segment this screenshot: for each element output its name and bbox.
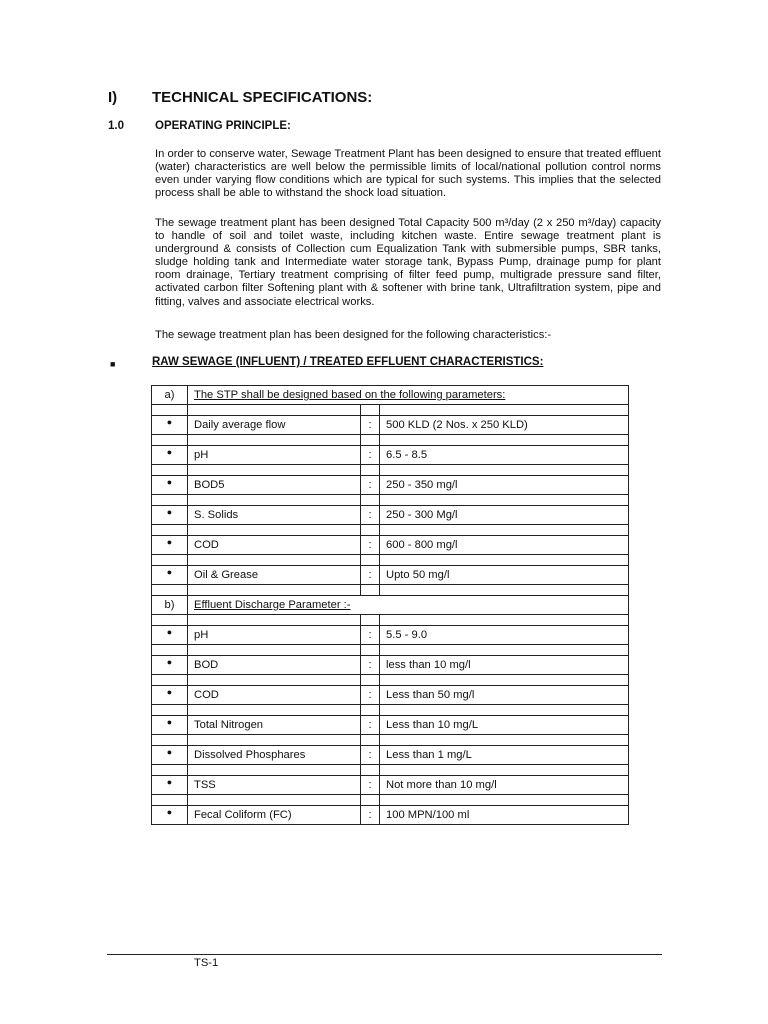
param-name: COD xyxy=(188,536,361,555)
param-name: Dissolved Phosphares xyxy=(188,746,361,765)
paragraph-capacity: The sewage treatment plant has been designed Total Capacity 500 m³/day (2 x 250 m³/day) capacity to handle of soil and toilet waste, including kitchen waste. Entire sewage treatment plant is underground & consists of Collection cum Equalization Tank with submersible pumps, SBR tanks, sludge holding tank and Intermediate water storage tank, Bypass Pump, drainage pump for plant room drainage, Tertiary treatment comprising of filter feed pump, multigrade pressure sand filter, activated carbon filter Softening plant with & softener with brine tank, Ultrafiltration system, pipe and fitting, valves and associate electrical works. xyxy=(155,217,661,308)
section-b-header-row xyxy=(152,596,629,615)
param-value: 250 - 300 Mg/l xyxy=(380,506,629,525)
bullet-icon: ● xyxy=(166,747,173,757)
param-name: BOD xyxy=(188,656,361,675)
param-name: pH xyxy=(188,626,361,645)
page-number: TS-1 xyxy=(194,957,219,969)
separator: : xyxy=(361,776,380,795)
separator: : xyxy=(361,656,380,675)
bullet-icon: ● xyxy=(166,567,173,577)
separator: : xyxy=(361,686,380,705)
footer-rule xyxy=(107,954,662,955)
table-row xyxy=(152,536,629,555)
table-row xyxy=(152,446,629,465)
separator: : xyxy=(361,476,380,495)
table-row xyxy=(152,506,629,525)
parameters-table xyxy=(151,385,629,825)
paragraph-characteristics: The sewage treatment plan has been designed for the following characteristics:- xyxy=(155,329,552,341)
subsection-number: 1.0 xyxy=(108,120,124,132)
bullet-icon: ● xyxy=(166,657,173,667)
separator: : xyxy=(361,566,380,585)
param-value: Less than 50 mg/l xyxy=(380,686,629,705)
separator: : xyxy=(361,716,380,735)
paragraph-intro: In order to conserve water, Sewage Treatment Plant has been designed to ensure that treated effluent (water) characteristics are well below the permissible limits of local/national pollution control norms even under varying flow conditions which are typical for such systems. This implies that the selected process shall be able to withstand the shock load situation. xyxy=(155,148,661,200)
table-row xyxy=(152,776,629,795)
table-row xyxy=(152,566,629,585)
param-name: COD xyxy=(188,686,361,705)
table-row xyxy=(152,656,629,675)
bullet-icon: ● xyxy=(166,447,173,457)
bullet-icon: ● xyxy=(166,687,173,697)
separator: : xyxy=(361,446,380,465)
subsection-title: OPERATING PRINCIPLE: xyxy=(155,120,291,132)
table-row xyxy=(152,476,629,495)
section-b-title: Effluent Discharge Parameter :- xyxy=(188,596,629,615)
param-value: 6.5 - 8.5 xyxy=(380,446,629,465)
separator: : xyxy=(361,626,380,645)
param-name: Fecal Coliform (FC) xyxy=(188,806,361,825)
section-a-title: The STP shall be designed based on the following parameters: xyxy=(188,386,629,405)
separator: : xyxy=(361,506,380,525)
param-value: Not more than 10 mg/l xyxy=(380,776,629,795)
characteristics-heading: RAW SEWAGE (INFLUENT) / TREATED EFFLUENT CHARACTERISTICS: xyxy=(152,356,544,368)
param-value: 250 - 350 mg/l xyxy=(380,476,629,495)
bullet-icon: ● xyxy=(166,417,173,427)
table-row xyxy=(152,806,629,825)
section-title: TECHNICAL SPECIFICATIONS: xyxy=(152,89,373,106)
param-value: Upto 50 mg/l xyxy=(380,566,629,585)
param-value: 500 KLD (2 Nos. x 250 KLD) xyxy=(380,416,629,435)
param-name: Total Nitrogen xyxy=(188,716,361,735)
param-value: less than 10 mg/l xyxy=(380,656,629,675)
bullet-icon: ● xyxy=(166,537,173,547)
square-bullet-icon: ■ xyxy=(110,359,116,369)
param-name: TSS xyxy=(188,776,361,795)
param-name: S. Solids xyxy=(188,506,361,525)
param-value: Less than 10 mg/L xyxy=(380,716,629,735)
table-row xyxy=(152,716,629,735)
param-name: pH xyxy=(188,446,361,465)
section-a-label: a) xyxy=(152,386,188,405)
param-value: 100 MPN/100 ml xyxy=(380,806,629,825)
section-b-label: b) xyxy=(152,596,188,615)
param-value: 5.5 - 9.0 xyxy=(380,626,629,645)
separator: : xyxy=(361,806,380,825)
bullet-icon: ● xyxy=(166,807,173,817)
bullet-icon: ● xyxy=(166,627,173,637)
param-value: Less than 1 mg/L xyxy=(380,746,629,765)
table-row xyxy=(152,416,629,435)
bullet-icon: ● xyxy=(166,717,173,727)
section-number: I) xyxy=(108,89,118,106)
bullet-icon: ● xyxy=(166,777,173,787)
section-a-header-row xyxy=(152,386,629,405)
separator: : xyxy=(361,746,380,765)
table-row xyxy=(152,746,629,765)
param-value: 600 - 800 mg/l xyxy=(380,536,629,555)
table-row xyxy=(152,626,629,645)
param-name: Daily average flow xyxy=(188,416,361,435)
separator: : xyxy=(361,536,380,555)
bullet-icon: ● xyxy=(166,507,173,517)
param-name: BOD5 xyxy=(188,476,361,495)
separator: : xyxy=(361,416,380,435)
bullet-icon: ● xyxy=(166,477,173,487)
param-name: Oil & Grease xyxy=(188,566,361,585)
table-row xyxy=(152,686,629,705)
